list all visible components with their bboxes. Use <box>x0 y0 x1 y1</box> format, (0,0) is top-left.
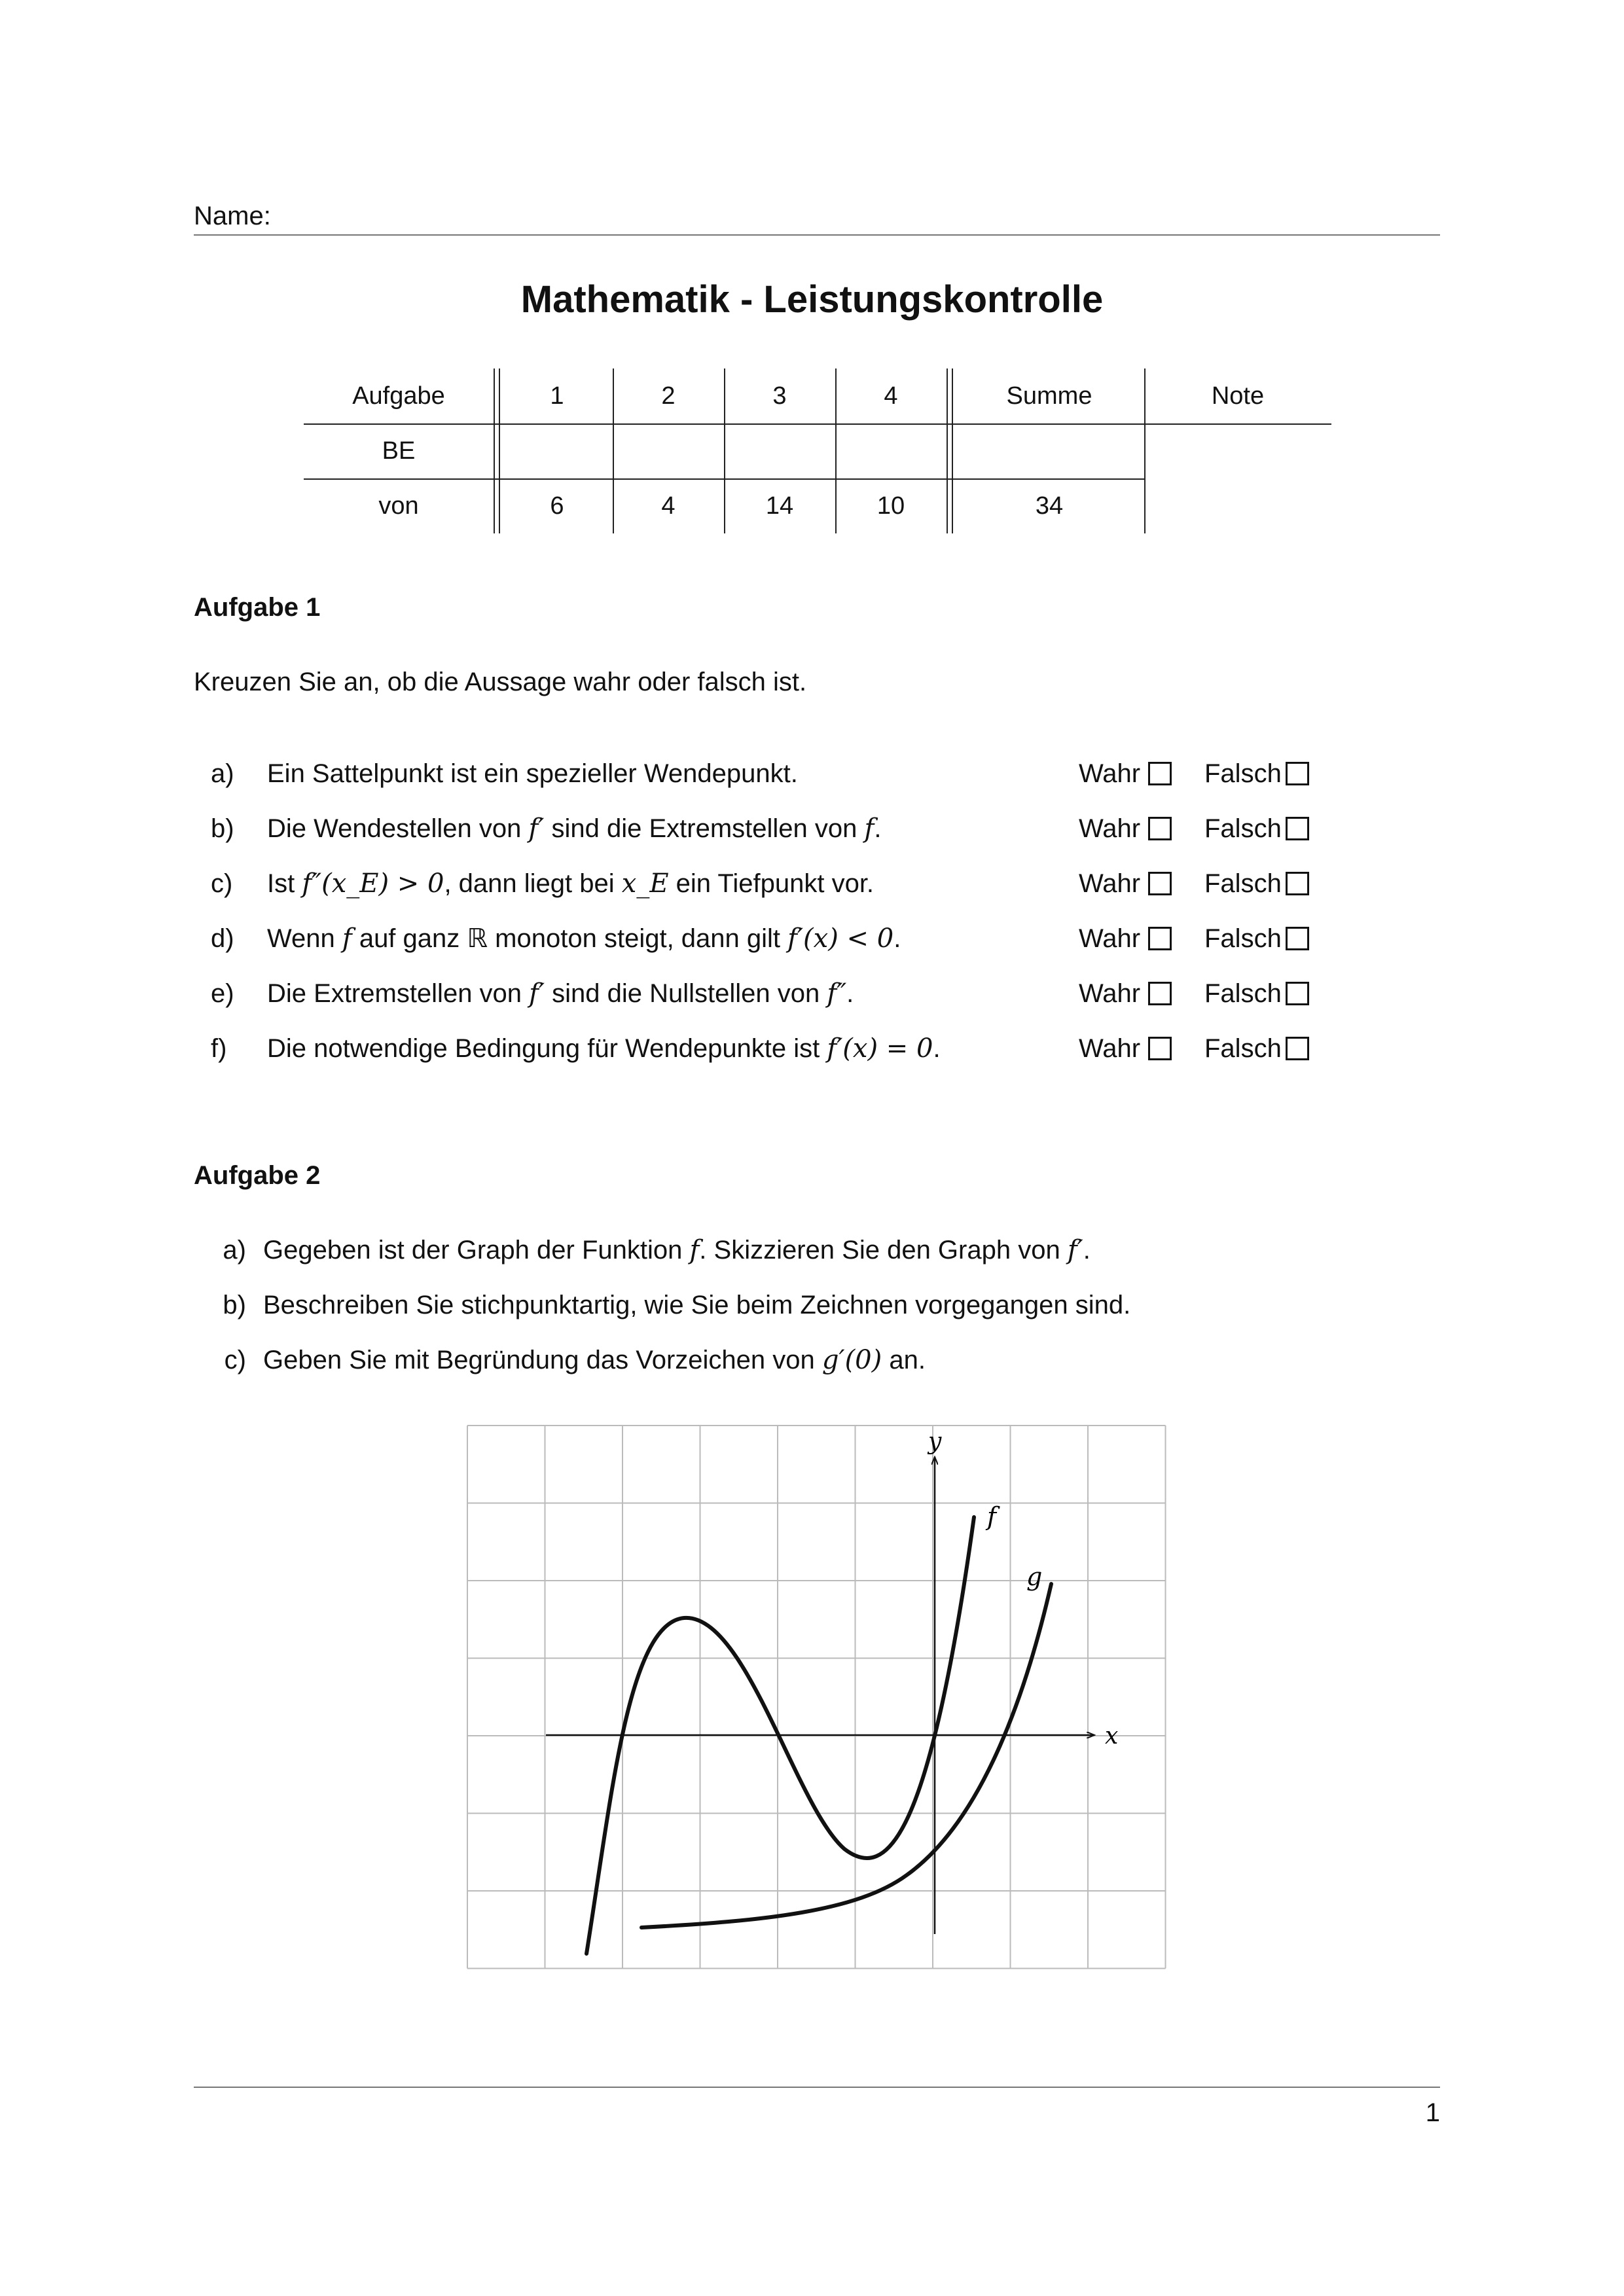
item-letter: d) <box>211 924 234 953</box>
wahr-label: Wahr <box>1079 814 1141 843</box>
item-letter: c) <box>211 869 233 898</box>
curve-g <box>641 1584 1051 1928</box>
table-cell-von-4: 10 <box>876 492 905 520</box>
aufgabe1-heading: Aufgabe 1 <box>194 593 321 622</box>
curve-f-label: f <box>987 1502 997 1531</box>
table-header-note: Note <box>1211 382 1265 410</box>
x-axis-label: x <box>1105 1723 1119 1749</box>
item-letter: b) <box>223 1291 246 1319</box>
aufgabe1-instruction: Kreuzen Sie an, ob die Aussage wahr oder falsch ist. <box>194 668 807 696</box>
table-row-von-label: von <box>378 492 419 520</box>
curve-g-label: g <box>1026 1562 1043 1591</box>
y-axis-label: y <box>928 1428 942 1455</box>
falsch-label: Falsch <box>1204 1034 1282 1063</box>
table-row-be-label: BE <box>382 437 416 465</box>
item-letter: f) <box>211 1034 227 1063</box>
item-letter: e) <box>211 979 234 1008</box>
statement-text: Die Extremstellen von f′ sind die Nullstellen von f″. <box>267 978 854 1009</box>
table-header-1: 1 <box>550 382 564 410</box>
table-header-3: 3 <box>772 382 787 410</box>
wahr-label: Wahr <box>1079 1034 1141 1063</box>
item-letter: a) <box>223 1236 246 1265</box>
aufgabe2-heading: Aufgabe 2 <box>194 1161 321 1190</box>
table-cell-von-3: 14 <box>765 492 794 520</box>
task-text: Gegeben ist der Graph der Funktion f. Skizzieren Sie den Graph von f′. <box>263 1235 1091 1265</box>
table-header-4: 4 <box>884 382 898 410</box>
item-letter: c) <box>224 1346 246 1374</box>
statement-text: Die notwendige Bedingung für Wendepunkte ist f′(x) = 0. <box>267 1033 941 1064</box>
table-cell-von-1: 6 <box>550 492 564 520</box>
wahr-label: Wahr <box>1079 759 1141 788</box>
table-header-summe: Summe <box>1006 382 1092 410</box>
statement-text: Die Wendestellen von f′ sind die Extremstellen von f. <box>267 814 882 844</box>
page-title: Mathematik - Leistungskontrolle <box>520 278 1104 321</box>
statement-text: Ein Sattelpunkt ist ein spezieller Wendepunkt. <box>267 759 798 788</box>
table-cell-von-2: 4 <box>661 492 676 520</box>
statement-text: Ist f″(x_E) > 0, dann liegt bei x_E ein Tiefpunkt vor. <box>267 869 875 899</box>
falsch-label: Falsch <box>1204 979 1282 1008</box>
name-label: Name: <box>194 202 271 230</box>
item-letter: b) <box>211 814 234 843</box>
statement-text: Wenn f auf ganz ℝ monoton steigt, dann gilt f′(x) < 0. <box>267 924 901 954</box>
footer-rule <box>194 2087 1440 2088</box>
task-text: Beschreiben Sie stichpunktartig, wie Sie beim Zeichnen vorgegangen sind. <box>263 1291 1131 1319</box>
table-header-aufgabe: Aufgabe <box>352 382 445 410</box>
graph-grid <box>467 1426 1166 1969</box>
wahr-label: Wahr <box>1079 869 1141 898</box>
falsch-label: Falsch <box>1204 924 1282 953</box>
falsch-label: Falsch <box>1204 814 1282 843</box>
wahr-label: Wahr <box>1079 924 1141 953</box>
falsch-label: Falsch <box>1204 759 1282 788</box>
table-cell-von-summe: 34 <box>1035 492 1064 520</box>
page-number: 1 <box>1425 2098 1440 2127</box>
table-header-2: 2 <box>661 382 676 410</box>
task-text: Geben Sie mit Begründung das Vorzeichen von g′(0) an. <box>263 1345 926 1375</box>
falsch-label: Falsch <box>1204 869 1282 898</box>
wahr-label: Wahr <box>1079 979 1141 1008</box>
item-letter: a) <box>211 759 234 788</box>
